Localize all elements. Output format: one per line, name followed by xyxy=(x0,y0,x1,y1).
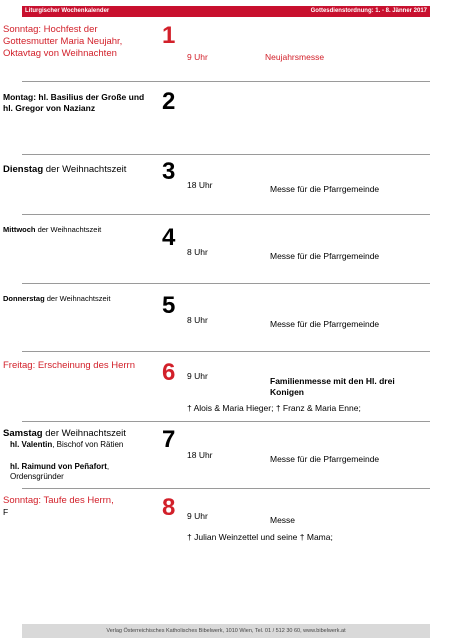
memorial-2: hl. Raimund von Peñafort, Ordensgründer xyxy=(10,462,110,481)
day-number: 5 xyxy=(162,292,176,319)
mass-intention: † Alois & Maria Hieger; † Franz & Maria Enne; xyxy=(187,403,361,413)
separator xyxy=(22,488,430,489)
day-number: 8 xyxy=(162,494,176,521)
day-title: Montag: hl. Basilius der Große und hl. Gregor von Nazianz xyxy=(3,92,145,113)
service-time: 9 Uhr xyxy=(187,52,208,62)
separator xyxy=(22,283,430,284)
day-number: 6 xyxy=(162,359,176,386)
separator xyxy=(22,81,430,82)
separator xyxy=(22,214,430,215)
header-left: Liturgischer Wochenkalender xyxy=(25,8,110,14)
service-time: 9 Uhr xyxy=(187,371,208,381)
day-number: 3 xyxy=(162,158,176,185)
day-number: 2 xyxy=(162,88,176,115)
header-bar xyxy=(22,6,430,17)
service-name: Messe für die Pfarrgemeinde xyxy=(270,319,380,329)
service-name: Familienmesse mit den Hl. drei Konigen xyxy=(270,376,395,397)
day-title: Sonntag: Taufe des Herrn, xyxy=(3,495,114,506)
day-title: Donnerstag der Weihnachtszeit xyxy=(3,294,111,303)
day-number: 7 xyxy=(162,426,176,453)
day-title: Sonntag: Hochfest der Gottesmutter Maria Neujahr, Oktavtag von Weihnachten xyxy=(3,24,123,59)
day-title: Freitag: Erscheinung des Herrn xyxy=(3,360,136,371)
separator xyxy=(22,351,430,352)
day-title: Samstag der Weihnachtszeit xyxy=(3,428,126,439)
day-title-line2: F xyxy=(3,507,9,517)
header-right: Gottesdienstordnung: 1. - 8. Jänner 2017 xyxy=(310,8,427,14)
service-name: Messe xyxy=(270,515,296,525)
service-name: Messe für die Pfarrgemeinde xyxy=(270,184,380,194)
service-time: 18 Uhr xyxy=(187,180,213,190)
day-number: 1 xyxy=(162,22,176,49)
service-name: Neujahrsmesse xyxy=(265,52,325,62)
service-name: Messe für die Pfarrgemeinde xyxy=(270,454,380,464)
day-title: Dienstag der Weihnachtszeit xyxy=(3,164,127,175)
service-time: 8 Uhr xyxy=(187,247,208,257)
day-number: 4 xyxy=(162,224,176,251)
service-time: 18 Uhr xyxy=(187,450,213,460)
service-name: Messe für die Pfarrgemeinde xyxy=(270,251,380,261)
separator xyxy=(22,421,430,422)
service-time: 8 Uhr xyxy=(187,315,208,325)
day-title: Mittwoch der Weihnachtszeit xyxy=(3,225,102,234)
memorial-1: hl. Valentin, Bischof von Rätien xyxy=(10,440,124,449)
footer: Verlag Österreichisches Katholisches Bibelwerk, 1010 Wien, Tel. 01 / 512 30 60, www.bibelwerk.at xyxy=(22,624,430,638)
separator xyxy=(22,154,430,155)
service-time: 9 Uhr xyxy=(187,511,208,521)
mass-intention: † Julian Weinzettel und seine † Mama; xyxy=(187,532,333,542)
